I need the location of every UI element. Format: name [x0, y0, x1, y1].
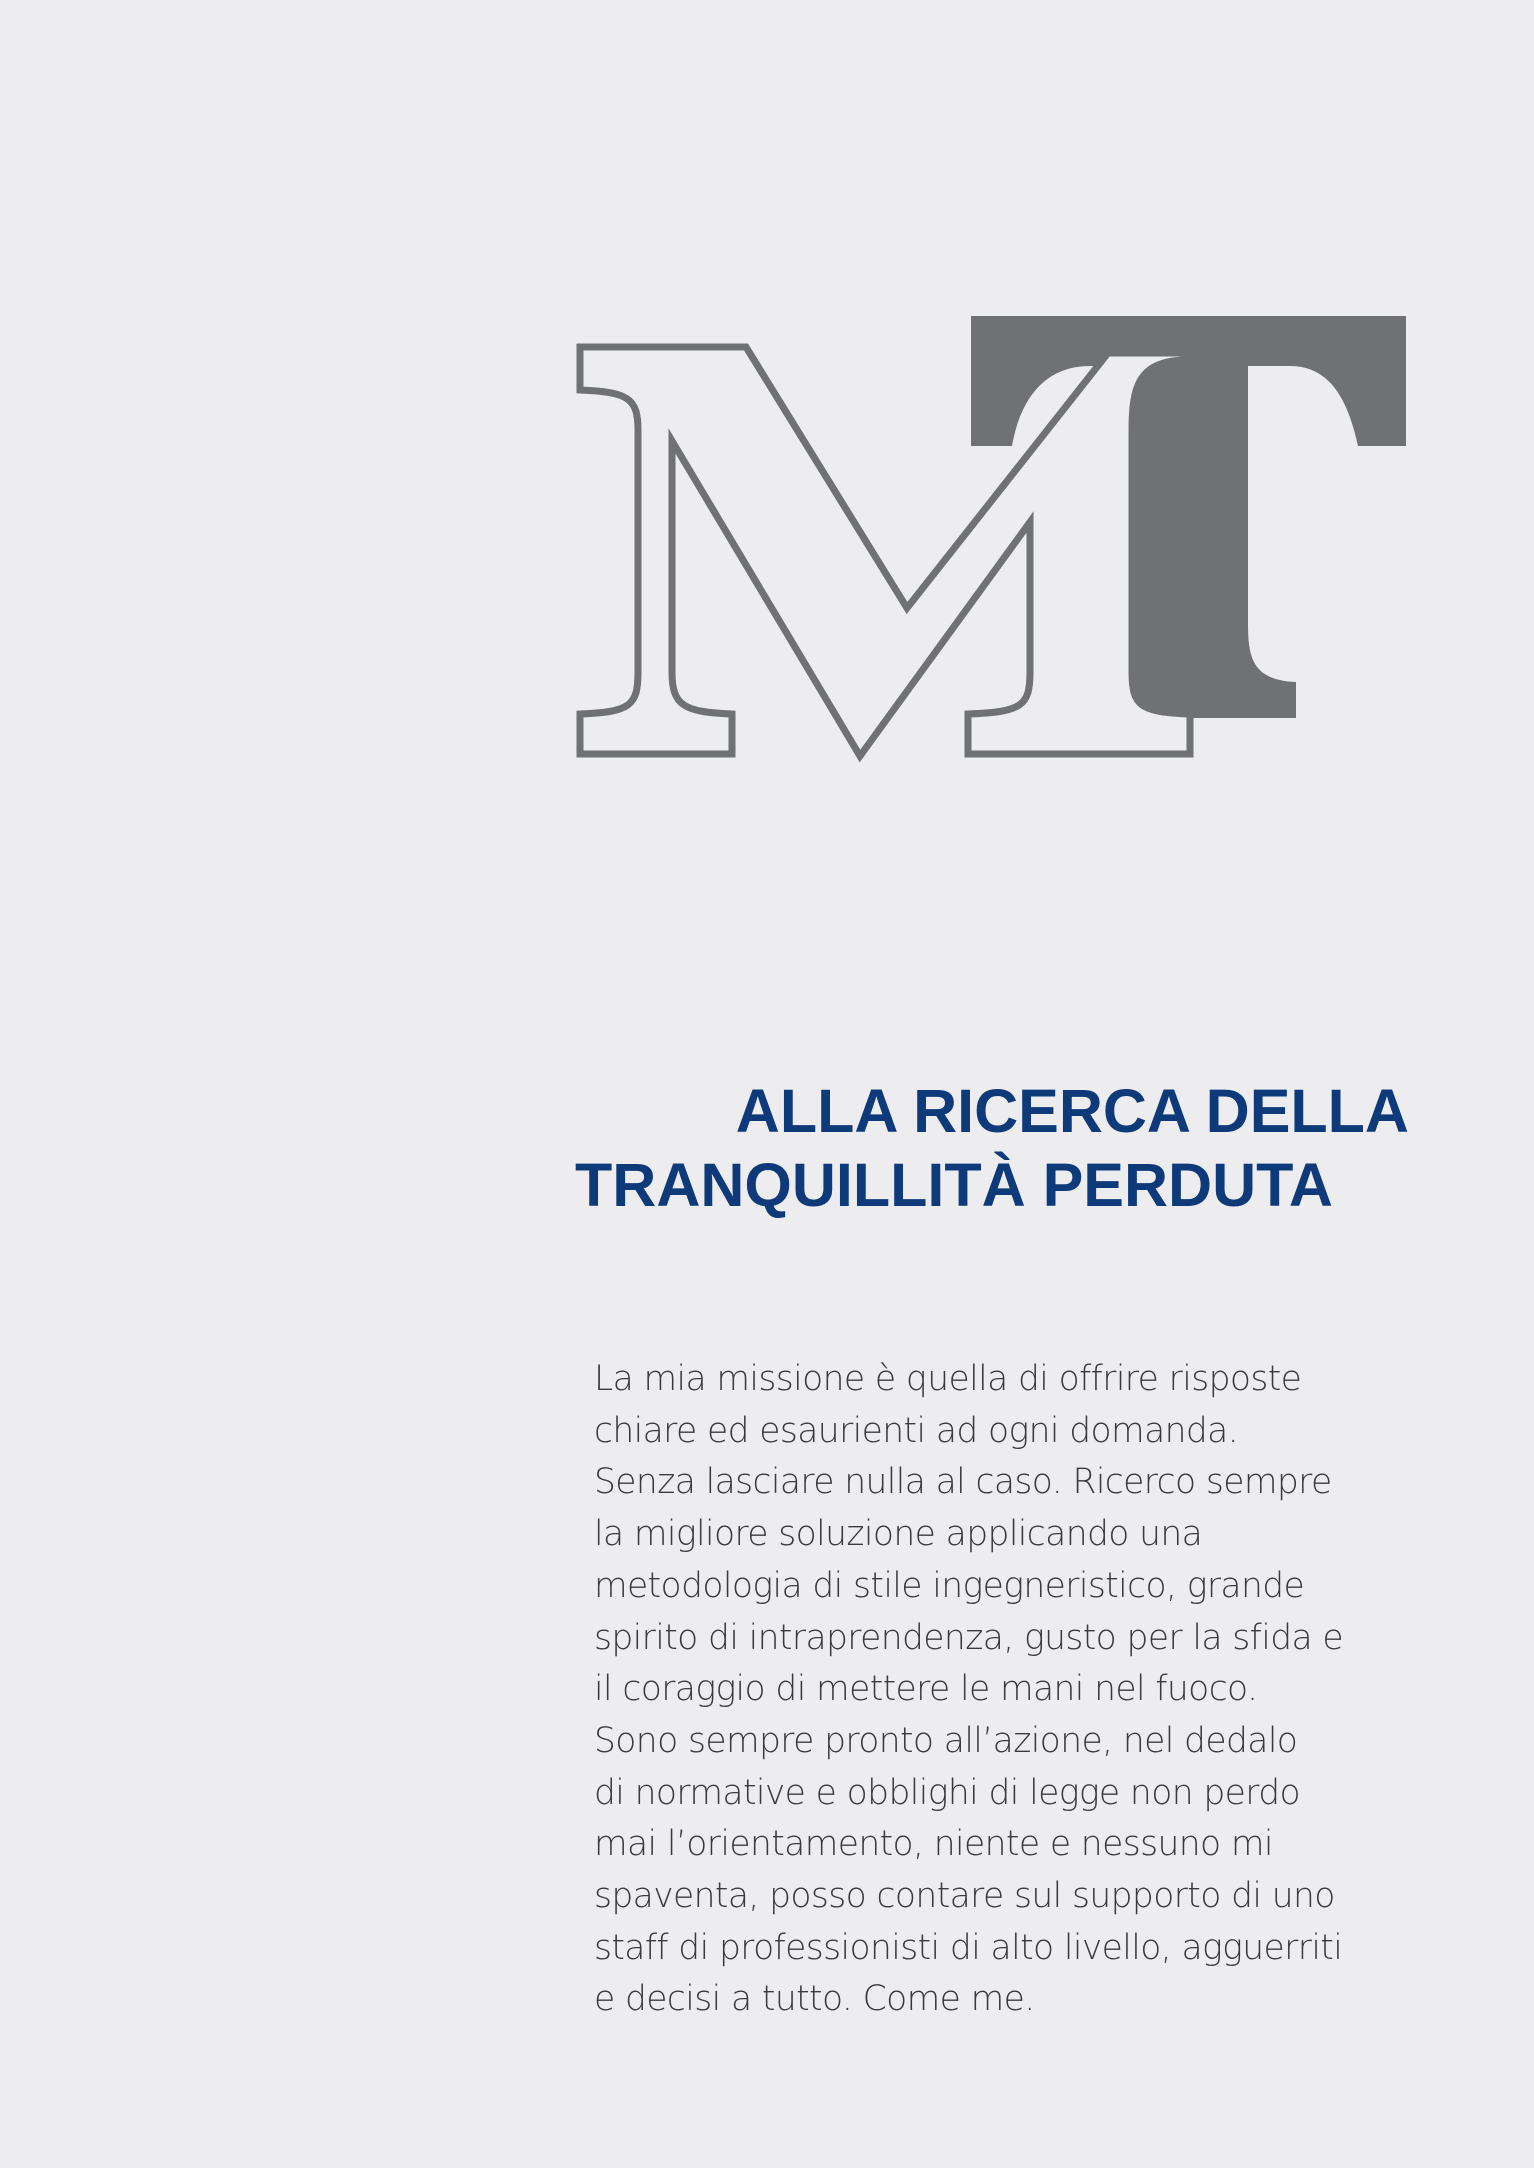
headline-line-1: ALLA RICERCA DELLA: [735, 1077, 1409, 1145]
paragraph-line: chiare ed esaurienti ad ogni domanda.: [594, 1410, 1239, 1451]
paragraph-line: il coraggio di mettere le mani nel fuoco.: [594, 1669, 1258, 1710]
paragraph-line: e decisi a tutto. Come me.: [594, 1979, 1035, 2020]
page-headline: [575, 1074, 1409, 1222]
paragraph-line: la migliore soluzione applicando una: [594, 1514, 1203, 1555]
headline-line-2: TRANQUILLITÀ PERDUTA: [575, 1151, 1333, 1219]
mission-paragraph: [594, 1354, 1394, 2026]
paragraph-line: Sono sempre pronto all’azione, nel dedalo: [594, 1720, 1298, 1761]
paragraph-line: La mia missione è quella di offrire risposte: [594, 1359, 1302, 1399]
paragraph-line: di normative e obblighi di legge non perdo: [594, 1772, 1301, 1813]
paragraph-line: Senza lasciare nulla al caso. Ricerco sempre: [594, 1462, 1332, 1503]
paragraph-line: mai l’orientamento, niente e nessuno mi: [594, 1824, 1273, 1865]
paragraph-line: spaventa, posso contare sul supporto di uno: [594, 1876, 1335, 1917]
paragraph-line: metodologia di stile ingegneristico, grande: [594, 1565, 1305, 1606]
mt-monogram-logo: [0, 0, 1534, 800]
paragraph-line: staff di professionisti di alto livello, agguerriti: [594, 1927, 1343, 1968]
letter-m-outline: [580, 347, 1190, 756]
paragraph-line: spirito di intraprendenza, gusto per la sfida e: [594, 1617, 1344, 1658]
